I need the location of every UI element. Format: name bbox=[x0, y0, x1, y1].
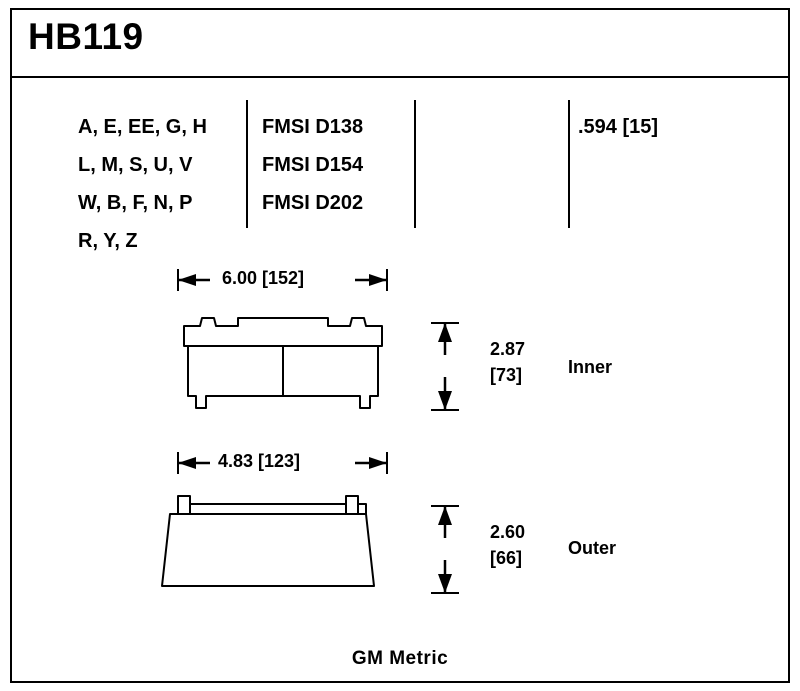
inner-height-mm: [73] bbox=[490, 365, 523, 385]
table-divider-mid bbox=[414, 100, 416, 228]
table-divider-right bbox=[568, 100, 570, 228]
compound-row: R, Y, Z bbox=[78, 230, 138, 252]
compound-row: A, E, EE, G, H bbox=[78, 116, 207, 138]
table-divider-left bbox=[246, 100, 248, 228]
compound-codes bbox=[78, 108, 238, 260]
part-number: HB119 bbox=[28, 16, 144, 57]
application-label: GM Metric bbox=[351, 648, 449, 669]
header-divider bbox=[10, 76, 790, 78]
outer-height-mm: [66] bbox=[490, 548, 523, 568]
inner-brake-pad-shape bbox=[178, 310, 388, 420]
fmsi-row: FMSI D202 bbox=[262, 192, 364, 214]
outer-width-label: 4.83 [123] bbox=[218, 451, 301, 471]
inner-height-inches: 2.87 bbox=[490, 339, 526, 359]
outer-height-dimension-arrow bbox=[425, 498, 465, 603]
outer-height-inches: 2.60 bbox=[490, 522, 526, 542]
compound-row: L, M, S, U, V bbox=[78, 154, 193, 176]
inner-width-label: 6.00 [152] bbox=[222, 268, 305, 288]
inner-height-label bbox=[490, 336, 525, 388]
thickness-value: .594 [15] bbox=[578, 116, 659, 138]
inner-height-dimension-arrow bbox=[425, 315, 465, 420]
fmsi-numbers bbox=[262, 108, 407, 222]
fmsi-row: FMSI D154 bbox=[262, 154, 364, 176]
outer-brake-pad-shape bbox=[160, 490, 390, 600]
compound-row: W, B, F, N, P bbox=[78, 192, 193, 214]
inner-pad-name: Inner bbox=[568, 357, 613, 377]
outer-height-label bbox=[490, 519, 525, 571]
outer-pad-name: Outer bbox=[568, 538, 617, 558]
fmsi-row: FMSI D138 bbox=[262, 116, 364, 138]
